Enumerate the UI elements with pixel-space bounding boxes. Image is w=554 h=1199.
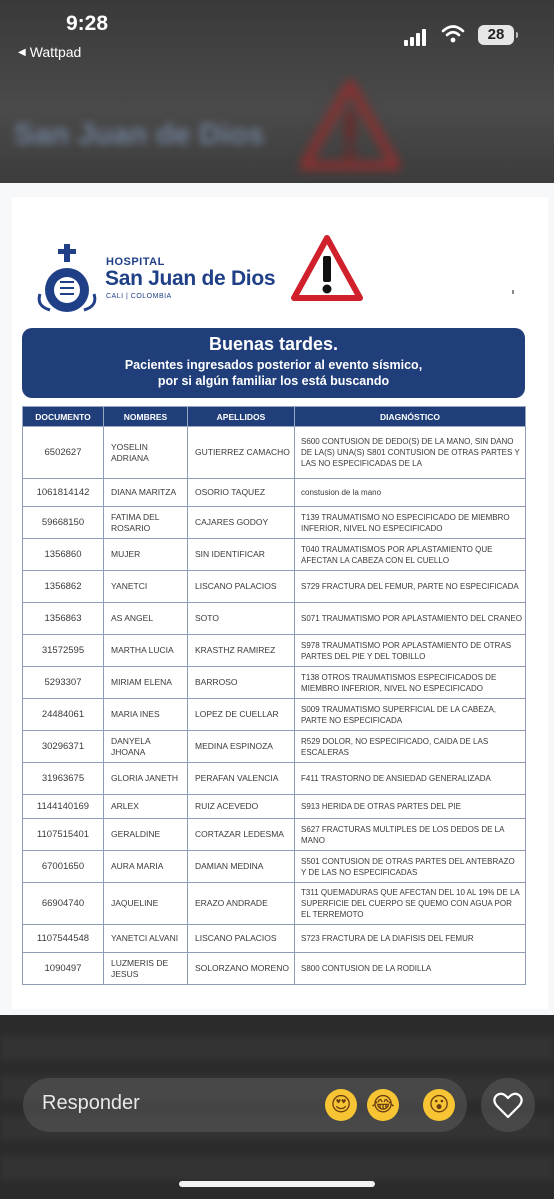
home-indicator[interactable] (179, 1181, 375, 1187)
table-row (23, 571, 526, 603)
table-row (23, 763, 526, 795)
cell-diagnostico: T311 QUEMADURAS QUE AFECTAN DEL 10 AL 19% DE LA SUPERFICIE DEL CUERPO SE QUEMO CON AGUA POR EL TERREMOTO (295, 883, 526, 925)
cell-nombres: GERALDINE (104, 819, 188, 851)
back-to-app-link[interactable] (18, 44, 81, 60)
warning-icon (290, 234, 364, 302)
cell-nombres: DIANA MARITZA (104, 479, 188, 507)
cell-diagnostico: T139 TRAUMATISMO NO ESPECIFICADO DE MIEMBRO INFERIOR, NIVEL NO ESPECIFICADO (295, 507, 526, 539)
cell-diagnostico: constusion de la mano (295, 479, 526, 507)
cell-documento: 5293307 (23, 667, 104, 699)
cell-documento: 1107544548 (23, 925, 104, 953)
cell-documento: 1356863 (23, 603, 104, 635)
cell-nombres: YOSELIN ADRIANA (104, 427, 188, 479)
cell-apellidos: KRASTHZ RAMIREZ (188, 635, 295, 667)
cell-documento: 59668150 (23, 507, 104, 539)
cell-nombres: GLORIA JANETH (104, 763, 188, 795)
patients-table (22, 406, 526, 985)
cell-documento: 66904740 (23, 883, 104, 925)
cell-documento: 1356860 (23, 539, 104, 571)
status-bar (0, 0, 554, 70)
table-row (23, 539, 526, 571)
table-row (23, 883, 526, 925)
cell-diagnostico: R529 DOLOR, NO ESPECIFICADO, CAIDA DE LAS ESCALERAS (295, 731, 526, 763)
hospital-label: HOSPITAL (106, 256, 165, 268)
cell-nombres: AS ANGEL (104, 603, 188, 635)
cell-documento: 1144140169 (23, 795, 104, 819)
hospital-notice-image (0, 183, 554, 1015)
cell-nombres: FATIMA DEL ROSARIO (104, 507, 188, 539)
battery-icon: 28 (478, 25, 514, 45)
cell-apellidos: LISCANO PALACIOS (188, 571, 295, 603)
cell-documento: 1356862 (23, 571, 104, 603)
cell-apellidos: SOTO (188, 603, 295, 635)
cell-documento: 1107515401 (23, 819, 104, 851)
cell-nombres: AURA MARIA (104, 851, 188, 883)
hospital-city: CALI | COLOMBIA (106, 293, 172, 300)
cell-documento: 31572595 (23, 635, 104, 667)
hospital-logo-icon (36, 242, 98, 314)
cell-diagnostico: S627 FRACTURAS MULTIPLES DE LOS DEDOS DE LA MANO (295, 819, 526, 851)
cell-apellidos: DAMIAN MEDINA (188, 851, 295, 883)
cell-nombres: MARTHA LUCIA (104, 635, 188, 667)
table-row (23, 731, 526, 763)
cell-diagnostico: S978 TRAUMATISMO POR APLASTAMIENTO DE OTRAS PARTES DEL PIE Y DEL TOBILLO (295, 635, 526, 667)
blurred-hospital-name: San Juan de Dios (14, 118, 265, 151)
table-row (23, 603, 526, 635)
cell-apellidos: LOPEZ DE CUELLAR (188, 699, 295, 731)
cell-apellidos: ERAZO ANDRADE (188, 883, 295, 925)
cell-apellidos: SIN IDENTIFICAR (188, 539, 295, 571)
heart-icon (481, 1078, 535, 1132)
column-header-documento: DOCUMENTO (23, 407, 104, 427)
cell-nombres: MARIA INES (104, 699, 188, 731)
table-row (23, 819, 526, 851)
cell-nombres: JAQUELINE (104, 883, 188, 925)
cell-nombres: ARLEX (104, 795, 188, 819)
wifi-icon (441, 24, 465, 44)
cellular-signal-icon (404, 28, 430, 46)
cell-apellidos: BARROSO (188, 667, 295, 699)
laughing-tears-emoji-icon[interactable]: 😂 (367, 1089, 399, 1121)
back-app-label: Wattpad (29, 44, 82, 60)
cell-documento: 24484061 (23, 699, 104, 731)
column-header-apellidos: APELLIDOS (188, 407, 295, 427)
table-row (23, 635, 526, 667)
cell-nombres: MUJER (104, 539, 188, 571)
column-header-nombres: NOMBRES (104, 407, 188, 427)
cell-apellidos: MEDINA ESPINOZA (188, 731, 295, 763)
table-row (23, 699, 526, 731)
cell-apellidos: SOLORZANO MORENO (188, 953, 295, 985)
cell-diagnostico: T040 TRAUMATISMOS POR APLASTAMIENTO QUE AFECTAN LA CABEZA CON EL CUELLO (295, 539, 526, 571)
cell-apellidos: CAJARES GODOY (188, 507, 295, 539)
back-triangle-icon: ◀ (18, 46, 26, 58)
reply-input[interactable] (23, 1078, 467, 1132)
banner-title: Buenas tardes. (208, 334, 339, 354)
cell-documento: 6502627 (23, 427, 104, 479)
column-header-diagnostico: DIAGNÓSTICO (295, 407, 526, 427)
surprised-emoji-icon[interactable]: 😮 (423, 1089, 455, 1121)
cell-documento: 31963675 (23, 763, 104, 795)
notice-banner (22, 328, 525, 398)
cell-apellidos: OSORIO TAQUEZ (188, 479, 295, 507)
cell-documento: 67001650 (23, 851, 104, 883)
table-row (23, 507, 526, 539)
status-time: 9:28 (66, 12, 109, 35)
cell-diagnostico: S723 FRACTURA DE LA DIAFISIS DEL FEMUR (295, 925, 526, 953)
cell-nombres: DANYELA JHOANA (104, 731, 188, 763)
cell-diagnostico: S800 CONTUSION DE LA RODILLA (295, 953, 526, 985)
cell-diagnostico: S729 FRACTURA DEL FEMUR, PARTE NO ESPECIFICADA (295, 571, 526, 603)
cell-documento: 1090497 (23, 953, 104, 985)
cell-diagnostico: S071 TRAUMATISMO POR APLASTAMIENTO DEL CRANEO (295, 603, 526, 635)
cell-apellidos: RUIZ ACEVEDO (188, 795, 295, 819)
cell-nombres: YANETCI ALVANI (104, 925, 188, 953)
table-row (23, 667, 526, 699)
cell-diagnostico: F411 TRASTORNO DE ANSIEDAD GENERALIZADA (295, 763, 526, 795)
cell-apellidos: GUTIERREZ CAMACHO (188, 427, 295, 479)
cell-nombres: YANETCI (104, 571, 188, 603)
cell-diagnostico: S009 TRAUMATISMO SUPERFICIAL DE LA CABEZA, PARTE NO ESPECIFICADA (295, 699, 526, 731)
table-row (23, 851, 526, 883)
table-row (23, 795, 526, 819)
heart-eyes-emoji-icon[interactable]: 😍 (325, 1089, 357, 1121)
banner-line-1: Pacientes ingresados posterior al evento sísmico, (124, 358, 423, 372)
hospital-name: San Juan de Dios (105, 267, 276, 290)
blurred-warning-icon (300, 80, 400, 170)
reply-placeholder: Responder (42, 1092, 140, 1114)
table-row (23, 427, 526, 479)
cell-apellidos: PERAFAN VALENCIA (188, 763, 295, 795)
cell-diagnostico: S600 CONTUSION DE DEDO(S) DE LA MANO, SIN DANO DE LA(S) UNA(S) S801 CONTUSION DE OTRAS PARTES Y LAS NO ESPECIFICADAS DE LA (295, 427, 526, 479)
cell-diagnostico: T138 OTROS TRAUMATISMOS ESPECIFICADOS DE MIEMBRO INFERIOR, NIVEL NO ESPECIFICADO (295, 667, 526, 699)
cell-documento: 1061814142 (23, 479, 104, 507)
like-button[interactable] (481, 1078, 535, 1132)
table-row (23, 479, 526, 507)
cell-diagnostico: S913 HERIDA DE OTRAS PARTES DEL PIE (295, 795, 526, 819)
notice-sheet (12, 197, 548, 1009)
cell-apellidos: CORTAZAR LEDESMA (188, 819, 295, 851)
cell-nombres: LUZMERIS DE JESUS (104, 953, 188, 985)
banner-line-2: por si algún familiar los está buscando (157, 374, 390, 388)
cell-apellidos: LISCANO PALACIOS (188, 925, 295, 953)
table-header-row (23, 407, 526, 427)
table-row (23, 925, 526, 953)
table-row (23, 953, 526, 985)
cell-nombres: MIRIAM ELENA (104, 667, 188, 699)
stray-mark (512, 290, 514, 294)
cell-diagnostico: S501 CONTUSION DE OTRAS PARTES DEL ANTEBRAZO Y DE LAS NO ESPECIFICADAS (295, 851, 526, 883)
cell-documento: 30296371 (23, 731, 104, 763)
